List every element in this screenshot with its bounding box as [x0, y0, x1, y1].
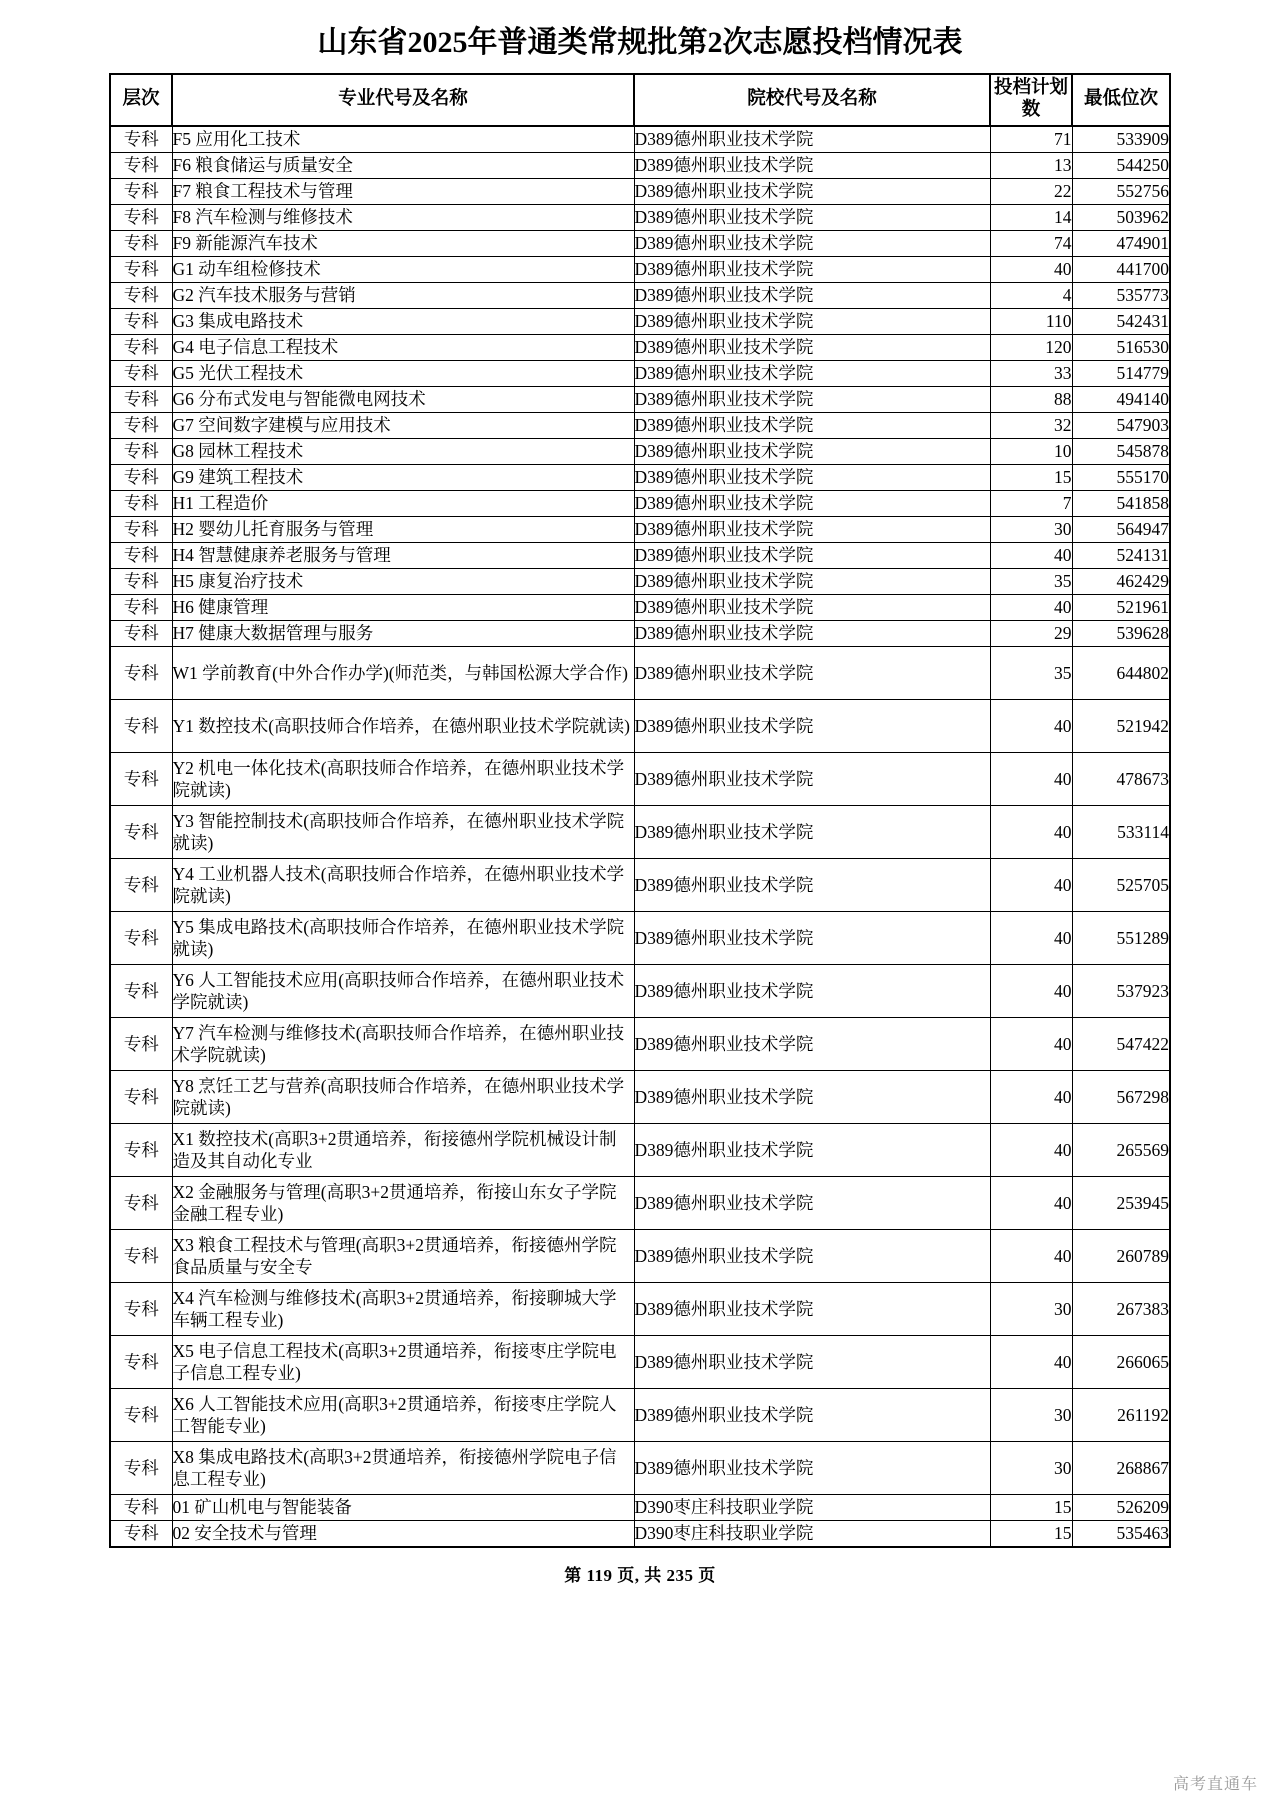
cell-school: D389德州职业技术学院	[634, 205, 990, 231]
table-row	[110, 361, 1170, 387]
page-footer: 第 119 页, 共 235 页	[564, 1566, 716, 1585]
table-row	[110, 205, 1170, 231]
cell-level: 专科	[110, 205, 172, 231]
cell-plan: 40	[990, 806, 1072, 859]
cell-level: 专科	[110, 1283, 172, 1336]
cell-rank: 551289	[1072, 912, 1170, 965]
cell-rank: 261192	[1072, 1389, 1170, 1442]
cell-school: D389德州职业技术学院	[634, 465, 990, 491]
cell-rank: 564947	[1072, 517, 1170, 543]
cell-level: 专科	[110, 439, 172, 465]
table-row	[110, 965, 1170, 1018]
cell-rank: 265569	[1072, 1124, 1170, 1177]
cell-plan: 30	[990, 1389, 1072, 1442]
cell-school: D389德州职业技术学院	[634, 257, 990, 283]
cell-level: 专科	[110, 309, 172, 335]
table-row	[110, 179, 1170, 205]
cell-major: Y2 机电一体化技术(高职技师合作培养，在德州职业技术学院就读)	[172, 753, 634, 806]
cell-level: 专科	[110, 335, 172, 361]
table-row	[110, 569, 1170, 595]
cell-level: 专科	[110, 179, 172, 205]
cell-plan: 35	[990, 569, 1072, 595]
cell-plan: 40	[990, 543, 1072, 569]
column-header-plan: 投档计划数	[990, 74, 1072, 126]
cell-plan: 30	[990, 1283, 1072, 1336]
cell-rank: 525705	[1072, 859, 1170, 912]
cell-plan: 40	[990, 700, 1072, 753]
cell-school: D389德州职业技术学院	[634, 491, 990, 517]
cell-major: H4 智慧健康养老服务与管理	[172, 543, 634, 569]
cell-major: G4 电子信息工程技术	[172, 335, 634, 361]
cell-rank: 260789	[1072, 1230, 1170, 1283]
cell-school: D389德州职业技术学院	[634, 1442, 990, 1495]
cell-plan: 71	[990, 126, 1072, 153]
table-body	[110, 126, 1170, 1547]
cell-rank: 537923	[1072, 965, 1170, 1018]
cell-plan: 40	[990, 965, 1072, 1018]
cell-major: F5 应用化工技术	[172, 126, 634, 153]
cell-level: 专科	[110, 491, 172, 517]
cell-plan: 15	[990, 465, 1072, 491]
table-row	[110, 647, 1170, 700]
table-row	[110, 543, 1170, 569]
cell-plan: 40	[990, 257, 1072, 283]
table-row	[110, 1521, 1170, 1548]
cell-major: 01 矿山机电与智能装备	[172, 1495, 634, 1521]
cell-plan: 33	[990, 361, 1072, 387]
cell-plan: 40	[990, 912, 1072, 965]
cell-school: D389德州职业技术学院	[634, 647, 990, 700]
cell-school: D389德州职业技术学院	[634, 753, 990, 806]
cell-level: 专科	[110, 361, 172, 387]
cell-school: D389德州职业技术学院	[634, 517, 990, 543]
cell-school: D389德州职业技术学院	[634, 569, 990, 595]
cell-level: 专科	[110, 1495, 172, 1521]
table-row	[110, 465, 1170, 491]
table-row	[110, 806, 1170, 859]
cell-school: D389德州职业技术学院	[634, 700, 990, 753]
cell-rank: 547422	[1072, 1018, 1170, 1071]
cell-rank: 266065	[1072, 1336, 1170, 1389]
cell-major: X2 金融服务与管理(高职3+2贯通培养，衔接山东女子学院金融工程专业)	[172, 1177, 634, 1230]
cell-major: H1 工程造价	[172, 491, 634, 517]
cell-school: D389德州职业技术学院	[634, 1177, 990, 1230]
cell-school: D389德州职业技术学院	[634, 126, 990, 153]
column-header-rank: 最低位次	[1072, 74, 1170, 126]
cell-major: G8 园林工程技术	[172, 439, 634, 465]
cell-rank: 545878	[1072, 439, 1170, 465]
cell-major: X8 集成电路技术(高职3+2贯通培养，衔接德州学院电子信息工程专业)	[172, 1442, 634, 1495]
cell-rank: 644802	[1072, 647, 1170, 700]
table-row	[110, 309, 1170, 335]
cell-rank: 441700	[1072, 257, 1170, 283]
cell-level: 专科	[110, 1336, 172, 1389]
table-row	[110, 153, 1170, 179]
admission-table	[109, 73, 1171, 1548]
cell-rank: 516530	[1072, 335, 1170, 361]
cell-rank: 542431	[1072, 309, 1170, 335]
cell-plan: 30	[990, 1442, 1072, 1495]
cell-level: 专科	[110, 753, 172, 806]
table-row	[110, 335, 1170, 361]
table-row	[110, 621, 1170, 647]
cell-school: D389德州职业技术学院	[634, 335, 990, 361]
cell-level: 专科	[110, 569, 172, 595]
cell-school: D389德州职业技术学院	[634, 309, 990, 335]
cell-school: D389德州职业技术学院	[634, 1230, 990, 1283]
table-row	[110, 1336, 1170, 1389]
table-row	[110, 231, 1170, 257]
cell-major: F7 粮食工程技术与管理	[172, 179, 634, 205]
cell-level: 专科	[110, 1177, 172, 1230]
table-row	[110, 753, 1170, 806]
cell-plan: 120	[990, 335, 1072, 361]
table-row	[110, 1495, 1170, 1521]
cell-school: D389德州职业技术学院	[634, 387, 990, 413]
cell-plan: 35	[990, 647, 1072, 700]
cell-school: D389德州职业技术学院	[634, 595, 990, 621]
table-row	[110, 1283, 1170, 1336]
cell-rank: 521942	[1072, 700, 1170, 753]
cell-level: 专科	[110, 700, 172, 753]
cell-school: D389德州职业技术学院	[634, 965, 990, 1018]
cell-plan: 22	[990, 179, 1072, 205]
cell-rank: 533114	[1072, 806, 1170, 859]
column-header-major: 专业代号及名称	[172, 74, 634, 126]
cell-level: 专科	[110, 126, 172, 153]
cell-major: G6 分布式发电与智能微电网技术	[172, 387, 634, 413]
table-row	[110, 517, 1170, 543]
cell-major: G1 动车组检修技术	[172, 257, 634, 283]
cell-plan: 110	[990, 309, 1072, 335]
cell-rank: 526209	[1072, 1495, 1170, 1521]
cell-major: H2 婴幼儿托育服务与管理	[172, 517, 634, 543]
table-row	[110, 491, 1170, 517]
table-row	[110, 126, 1170, 153]
cell-school: D389德州职业技术学院	[634, 361, 990, 387]
cell-school: D389德州职业技术学院	[634, 543, 990, 569]
cell-school: D389德州职业技术学院	[634, 439, 990, 465]
page-title: 山东省2025年普通类常规批第2次志愿投档情况表	[317, 26, 963, 59]
cell-level: 专科	[110, 153, 172, 179]
cell-school: D389德州职业技术学院	[634, 621, 990, 647]
cell-rank: 544250	[1072, 153, 1170, 179]
cell-rank: 535463	[1072, 1521, 1170, 1548]
cell-level: 专科	[110, 1230, 172, 1283]
cell-major: F6 粮食储运与质量安全	[172, 153, 634, 179]
cell-level: 专科	[110, 621, 172, 647]
cell-plan: 10	[990, 439, 1072, 465]
table-row	[110, 1442, 1170, 1495]
cell-plan: 40	[990, 753, 1072, 806]
cell-plan: 88	[990, 387, 1072, 413]
cell-major: Y4 工业机器人技术(高职技师合作培养，在德州职业技术学院就读)	[172, 859, 634, 912]
cell-level: 专科	[110, 1521, 172, 1548]
cell-plan: 74	[990, 231, 1072, 257]
cell-major: G2 汽车技术服务与营销	[172, 283, 634, 309]
cell-level: 专科	[110, 413, 172, 439]
cell-level: 专科	[110, 517, 172, 543]
cell-school: D389德州职业技术学院	[634, 1124, 990, 1177]
cell-major: Y7 汽车检测与维修技术(高职技师合作培养，在德州职业技术学院就读)	[172, 1018, 634, 1071]
cell-rank: 552756	[1072, 179, 1170, 205]
cell-rank: 547903	[1072, 413, 1170, 439]
cell-level: 专科	[110, 1018, 172, 1071]
table-row	[110, 1389, 1170, 1442]
cell-plan: 40	[990, 1018, 1072, 1071]
cell-major: H6 健康管理	[172, 595, 634, 621]
cell-major: Y5 集成电路技术(高职技师合作培养，在德州职业技术学院就读)	[172, 912, 634, 965]
cell-major: X3 粮食工程技术与管理(高职3+2贯通培养，衔接德州学院食品质量与安全专	[172, 1230, 634, 1283]
cell-rank: 533909	[1072, 126, 1170, 153]
cell-level: 专科	[110, 543, 172, 569]
cell-major: Y8 烹饪工艺与营养(高职技师合作培养，在德州职业技术学院就读)	[172, 1071, 634, 1124]
cell-major: G9 建筑工程技术	[172, 465, 634, 491]
cell-level: 专科	[110, 595, 172, 621]
cell-plan: 30	[990, 517, 1072, 543]
cell-rank: 462429	[1072, 569, 1170, 595]
table-header	[110, 74, 1170, 126]
cell-major: Y3 智能控制技术(高职技师合作培养，在德州职业技术学院就读)	[172, 806, 634, 859]
cell-rank: 478673	[1072, 753, 1170, 806]
cell-level: 专科	[110, 283, 172, 309]
cell-plan: 13	[990, 153, 1072, 179]
cell-school: D389德州职业技术学院	[634, 859, 990, 912]
table-row	[110, 700, 1170, 753]
cell-school: D390枣庄科技职业学院	[634, 1495, 990, 1521]
cell-school: D390枣庄科技职业学院	[634, 1521, 990, 1548]
cell-plan: 40	[990, 1124, 1072, 1177]
cell-school: D389德州职业技术学院	[634, 231, 990, 257]
watermark: 高考直通车	[1172, 1776, 1258, 1793]
cell-rank: 555170	[1072, 465, 1170, 491]
table-row	[110, 413, 1170, 439]
cell-rank: 474901	[1072, 231, 1170, 257]
table-row	[110, 912, 1170, 965]
table-row	[110, 1071, 1170, 1124]
cell-school: D389德州职业技术学院	[634, 912, 990, 965]
cell-rank: 268867	[1072, 1442, 1170, 1495]
cell-rank: 267383	[1072, 1283, 1170, 1336]
cell-major: X4 汽车检测与维修技术(高职3+2贯通培养，衔接聊城大学车辆工程专业)	[172, 1283, 634, 1336]
cell-level: 专科	[110, 912, 172, 965]
table-row	[110, 1018, 1170, 1071]
cell-rank: 253945	[1072, 1177, 1170, 1230]
column-header-school: 院校代号及名称	[634, 74, 990, 126]
cell-rank: 494140	[1072, 387, 1170, 413]
cell-level: 专科	[110, 257, 172, 283]
table-row	[110, 283, 1170, 309]
cell-major: W1 学前教育(中外合作办学)(师范类，与韩国松源大学合作)	[172, 647, 634, 700]
cell-rank: 541858	[1072, 491, 1170, 517]
cell-major: X1 数控技术(高职3+2贯通培养，衔接德州学院机械设计制造及其自动化专业	[172, 1124, 634, 1177]
cell-school: D389德州职业技术学院	[634, 1336, 990, 1389]
cell-school: D389德州职业技术学院	[634, 806, 990, 859]
cell-major: F8 汽车检测与维修技术	[172, 205, 634, 231]
cell-major: G5 光伏工程技术	[172, 361, 634, 387]
cell-school: D389德州职业技术学院	[634, 179, 990, 205]
cell-school: D389德州职业技术学院	[634, 283, 990, 309]
cell-rank: 539628	[1072, 621, 1170, 647]
cell-plan: 7	[990, 491, 1072, 517]
cell-level: 专科	[110, 1124, 172, 1177]
table-header-row	[110, 74, 1170, 126]
cell-plan: 29	[990, 621, 1072, 647]
cell-plan: 40	[990, 1177, 1072, 1230]
cell-level: 专科	[110, 1442, 172, 1495]
cell-plan: 15	[990, 1521, 1072, 1548]
table-row	[110, 439, 1170, 465]
cell-major: F9 新能源汽车技术	[172, 231, 634, 257]
cell-plan: 40	[990, 859, 1072, 912]
cell-rank: 524131	[1072, 543, 1170, 569]
cell-school: D389德州职业技术学院	[634, 413, 990, 439]
table-row	[110, 387, 1170, 413]
cell-plan: 32	[990, 413, 1072, 439]
table-row	[110, 1230, 1170, 1283]
cell-rank: 567298	[1072, 1071, 1170, 1124]
cell-major: G7 空间数字建模与应用技术	[172, 413, 634, 439]
table-row	[110, 859, 1170, 912]
cell-major: H5 康复治疗技术	[172, 569, 634, 595]
cell-school: D389德州职业技术学院	[634, 153, 990, 179]
cell-level: 专科	[110, 1071, 172, 1124]
cell-major: 02 安全技术与管理	[172, 1521, 634, 1548]
cell-level: 专科	[110, 1389, 172, 1442]
cell-level: 专科	[110, 647, 172, 700]
cell-level: 专科	[110, 965, 172, 1018]
cell-major: Y1 数控技术(高职技师合作培养，在德州职业技术学院就读)	[172, 700, 634, 753]
cell-school: D389德州职业技术学院	[634, 1018, 990, 1071]
cell-plan: 4	[990, 283, 1072, 309]
cell-rank: 503962	[1072, 205, 1170, 231]
cell-plan: 14	[990, 205, 1072, 231]
cell-major: G3 集成电路技术	[172, 309, 634, 335]
cell-level: 专科	[110, 806, 172, 859]
cell-major: Y6 人工智能技术应用(高职技师合作培养，在德州职业技术学院就读)	[172, 965, 634, 1018]
cell-school: D389德州职业技术学院	[634, 1389, 990, 1442]
table-row	[110, 1177, 1170, 1230]
cell-level: 专科	[110, 231, 172, 257]
cell-level: 专科	[110, 387, 172, 413]
table-row	[110, 595, 1170, 621]
cell-rank: 514779	[1072, 361, 1170, 387]
cell-rank: 521961	[1072, 595, 1170, 621]
cell-school: D389德州职业技术学院	[634, 1283, 990, 1336]
cell-level: 专科	[110, 465, 172, 491]
cell-rank: 535773	[1072, 283, 1170, 309]
cell-plan: 40	[990, 1336, 1072, 1389]
cell-school: D389德州职业技术学院	[634, 1071, 990, 1124]
table-row	[110, 257, 1170, 283]
cell-plan: 15	[990, 1495, 1072, 1521]
table-row	[110, 1124, 1170, 1177]
cell-major: X5 电子信息工程技术(高职3+2贯通培养，衔接枣庄学院电子信息工程专业)	[172, 1336, 634, 1389]
cell-plan: 40	[990, 1230, 1072, 1283]
cell-major: X6 人工智能技术应用(高职3+2贯通培养，衔接枣庄学院人工智能专业)	[172, 1389, 634, 1442]
column-header-level: 层次	[110, 74, 172, 126]
cell-plan: 40	[990, 595, 1072, 621]
cell-level: 专科	[110, 859, 172, 912]
cell-major: H7 健康大数据管理与服务	[172, 621, 634, 647]
cell-plan: 40	[990, 1071, 1072, 1124]
